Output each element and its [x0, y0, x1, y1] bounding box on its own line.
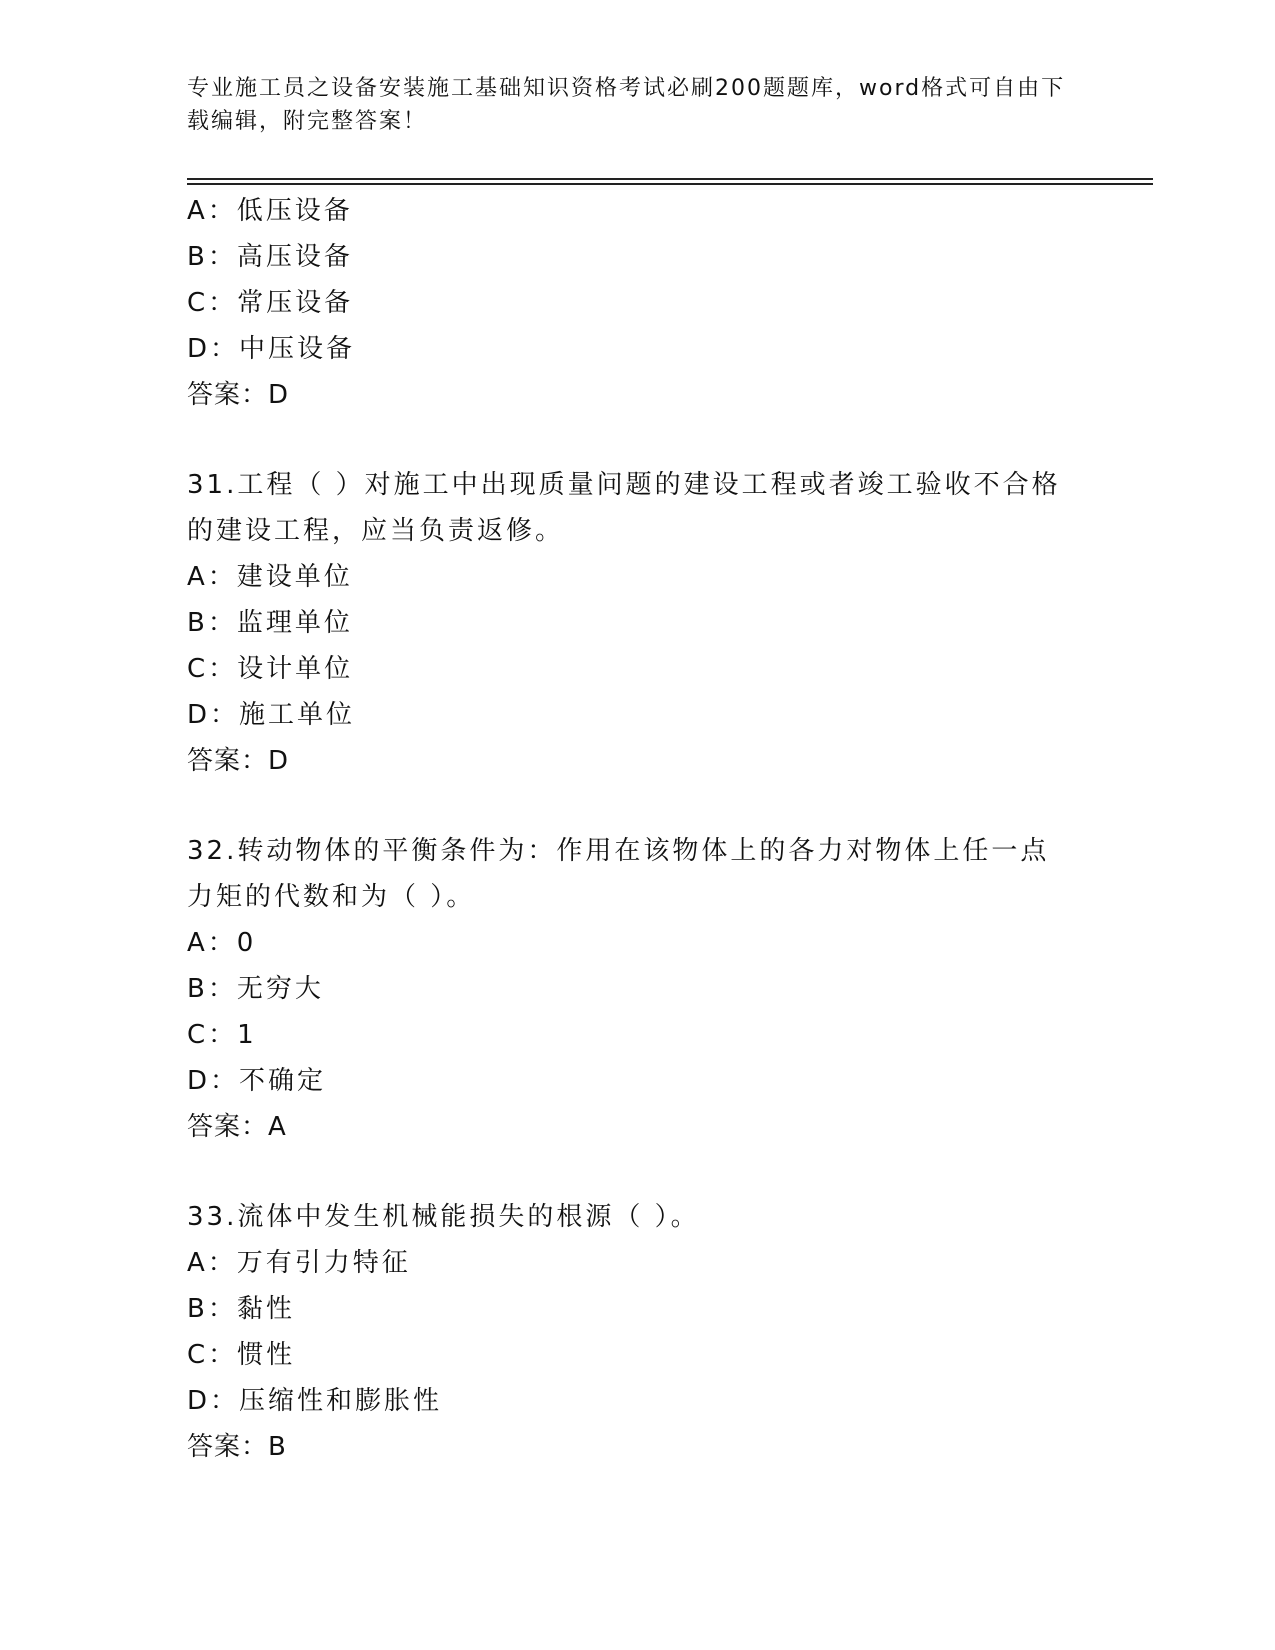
- question-33: [187, 1194, 1087, 1470]
- option-b: B：无穷大: [187, 974, 324, 1004]
- option-c: C：常压设备: [187, 288, 354, 318]
- option-b: B：黏性: [187, 1294, 295, 1324]
- document-header: 专业施工员之设备安装施工基础知识资格考试必刷200题题库，word格式可自由下载编辑，附完整答案！: [187, 76, 1066, 134]
- question-list: [187, 188, 1087, 1514]
- option-a: A：低压设备: [187, 196, 353, 226]
- option-a: A：建设单位: [187, 562, 353, 592]
- option-c: C：设计单位: [187, 654, 354, 684]
- option-d: D：中压设备: [187, 334, 356, 364]
- option-a: A：万有引力特征: [187, 1248, 411, 1278]
- answer-line: 答案：D: [187, 380, 290, 410]
- option-c: C：惯性: [187, 1340, 296, 1370]
- answer-line: 答案：A: [187, 1112, 287, 1142]
- question-stem: 32.转动物体的平衡条件为：作用在该物体上的各力对物体上任一点力矩的代数和为（ ）。: [187, 836, 1050, 912]
- question-32: [187, 828, 1087, 1150]
- option-b: B：监理单位: [187, 608, 353, 638]
- question-30-continued: [187, 188, 1087, 418]
- question-31: [187, 462, 1087, 784]
- option-a: A：0: [187, 928, 257, 958]
- option-b: B：高压设备: [187, 242, 353, 272]
- option-c: C：1: [187, 1020, 257, 1050]
- question-stem: 33.流体中发生机械能损失的根源（ ）。: [187, 1202, 700, 1232]
- header-divider: [187, 178, 1153, 185]
- answer-line: 答案：D: [187, 746, 290, 776]
- option-d: D：压缩性和膨胀性: [187, 1386, 443, 1416]
- answer-line: 答案：B: [187, 1432, 287, 1462]
- question-stem: 31.工程（ ）对施工中出现质量问题的建设工程或者竣工验收不合格的建设工程，应当负责返修。: [187, 470, 1061, 546]
- option-d: D：不确定: [187, 1066, 327, 1096]
- option-d: D：施工单位: [187, 700, 356, 730]
